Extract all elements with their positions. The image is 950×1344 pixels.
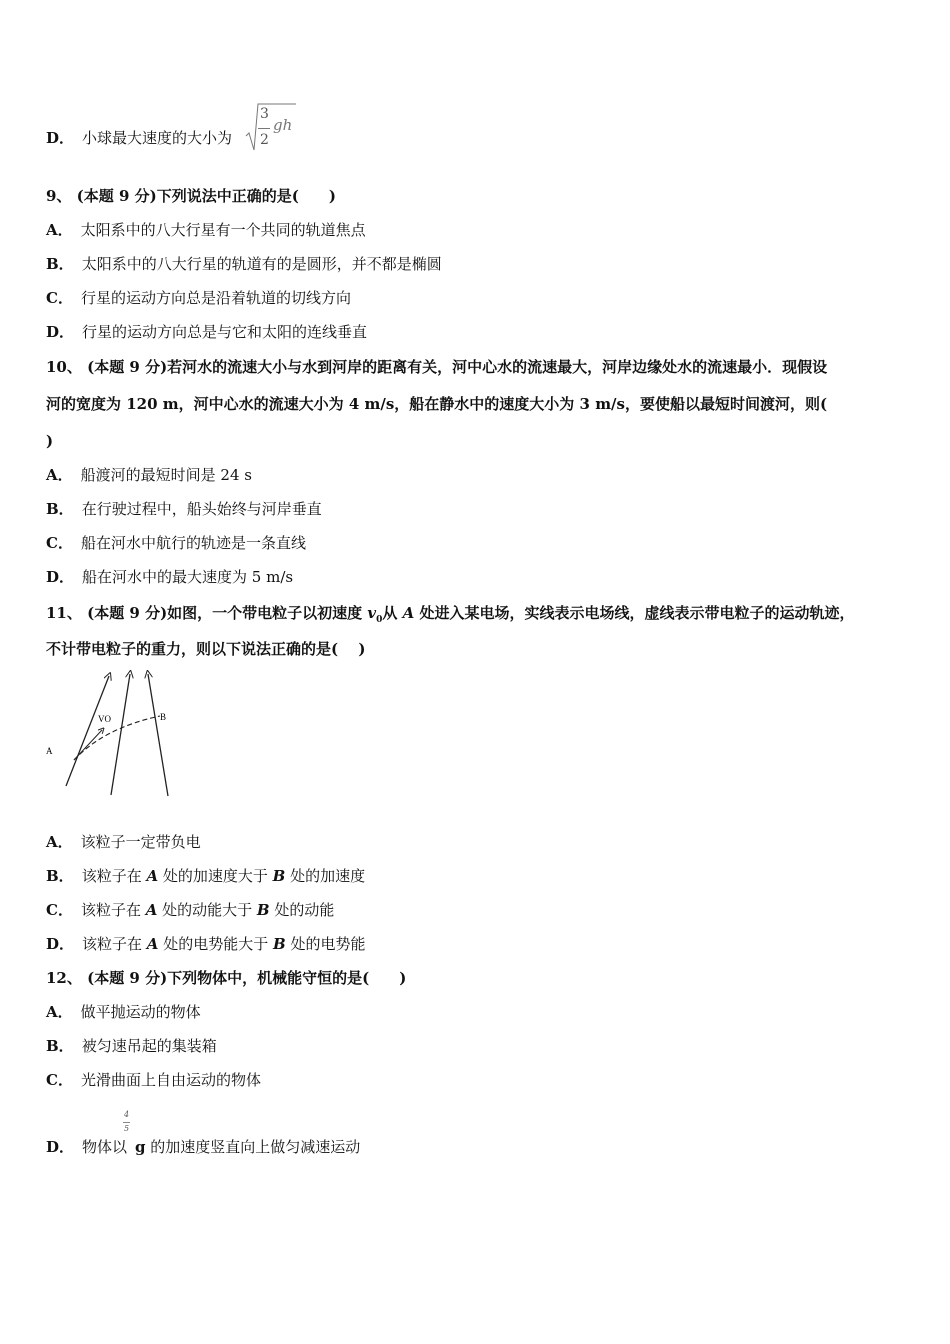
option-label: C． — [46, 1071, 73, 1089]
field-line-3 — [148, 674, 168, 796]
q12-option-a — [46, 1002, 201, 1022]
option-text-mid: 处的动能大于 — [157, 901, 257, 919]
option-label: C． — [46, 289, 73, 307]
point-a: A — [146, 935, 159, 953]
option-label: D． — [46, 129, 75, 147]
option-text: 行星的运动方向总是沿着轨道的切线方向 — [80, 289, 351, 307]
option-text: 船渡河的最短时间是 24 s — [80, 466, 252, 484]
formula-numerator: 3 — [260, 106, 269, 122]
q9-option-b — [46, 254, 442, 274]
sqrt-formula — [244, 100, 304, 156]
option-text: 小球最大速度的大小为 — [82, 129, 233, 147]
formula-variable: gh — [273, 116, 293, 134]
q11-option-d — [46, 934, 365, 954]
point-b: B — [272, 867, 286, 885]
point-a: A — [145, 901, 158, 919]
option-label: B． — [46, 500, 74, 518]
option-text-post: 处的电势能 — [285, 935, 366, 953]
label-b: B — [160, 712, 167, 722]
option-label: B． — [46, 1037, 74, 1055]
option-label: D． — [46, 1138, 75, 1156]
q12-stem: 12、 (本题 9 分)下列物体中，机械能守恒的是( ) — [46, 969, 407, 987]
q12-option-b — [46, 1036, 217, 1056]
prev-option-d — [46, 128, 232, 148]
q10-option-d — [46, 567, 293, 587]
q11-option-c — [46, 900, 334, 920]
option-text: 做平抛运动的物体 — [80, 1003, 201, 1021]
q11-option-a — [46, 832, 201, 852]
q11-option-b — [46, 866, 365, 886]
option-label: A． — [46, 1003, 73, 1021]
q9-option-d — [46, 322, 367, 342]
stem-subscript: 0 — [376, 615, 383, 625]
stem-rest: 处进入某电场，实线表示电场线，虚线表示带电粒子的运动轨迹， — [414, 604, 855, 622]
g-symbol: g — [135, 1138, 146, 1156]
point-a: A — [146, 867, 159, 885]
option-label: A． — [46, 221, 73, 239]
option-label: C． — [46, 901, 73, 919]
formula-denominator: 2 — [260, 132, 269, 148]
q12-option-d — [46, 1137, 360, 1157]
option-label: D． — [46, 568, 75, 586]
option-text-pre: 该粒子在 — [80, 901, 146, 919]
field-line-diagram — [44, 668, 184, 803]
q10-option-b — [46, 499, 322, 519]
option-text-pre: 该粒子在 — [81, 867, 147, 885]
fraction-bar — [123, 1122, 130, 1123]
option-label: A． — [46, 833, 73, 851]
stem-prefix: 11、 (本题 9 分)如图，一个带电粒子以初速度 — [46, 604, 368, 622]
fraction-bar — [258, 128, 270, 129]
field-diagram-svg — [44, 668, 184, 803]
option-text: 在行驶过程中，船头始终与河岸垂直 — [81, 500, 322, 518]
q10-option-a — [46, 465, 252, 485]
point-b: B — [256, 901, 270, 919]
q10-stem-line2: 河的宽度为 120 m，河中心水的流速大小为 4 m/s，船在静水中的速度大小为 3 m/s，要使船以最短时间渡河，则( — [46, 395, 828, 413]
option-text: 被匀速吊起的集装箱 — [81, 1037, 217, 1055]
option-label: B． — [46, 255, 74, 273]
option-text-pre: 该粒子在 — [82, 935, 147, 953]
q9-option-c — [46, 288, 351, 308]
option-text: 船在河水中的最大速度为 5 m/s — [82, 568, 294, 586]
option-text-mid: 处的加速度大于 — [158, 867, 273, 885]
field-line-1 — [66, 676, 109, 786]
q10-option-c — [46, 533, 306, 553]
option-text: 光滑曲面上自由运动的物体 — [80, 1071, 261, 1089]
stem-v: v — [367, 604, 377, 622]
velocity-arrow — [74, 730, 102, 760]
stem-point-a: A — [402, 604, 415, 622]
option-text-mid: 处的电势能大于 — [158, 935, 273, 953]
option-text: 太阳系中的八大行星的轨道有的是圆形，并不都是椭圆 — [81, 255, 442, 273]
option-label: A． — [46, 466, 73, 484]
q9-stem: 9、 (本题 9 分)下列说法中正确的是( ) — [46, 187, 336, 205]
option-text-pre: 物体以 — [82, 1138, 128, 1156]
q10-stem-line3: ) — [46, 432, 54, 450]
option-text: 行星的运动方向总是与它和太阳的连线垂直 — [82, 323, 368, 341]
option-label: B． — [46, 867, 74, 885]
option-text-post: 处的动能 — [269, 901, 335, 919]
label-v0: VO — [98, 714, 111, 724]
q9-option-a — [46, 220, 366, 240]
fraction-denominator: 5 — [124, 1124, 130, 1133]
option-label: D． — [46, 935, 75, 953]
q12-option-c — [46, 1070, 261, 1090]
option-text-post: 的加速度竖直向上做匀减速运动 — [145, 1138, 361, 1156]
q11-stem-line1 — [46, 603, 855, 630]
fraction-numerator: 4 — [124, 1110, 130, 1119]
option-text: 太阳系中的八大行星有一个共同的轨道焦点 — [80, 221, 366, 239]
option-label: D． — [46, 323, 75, 341]
field-line-2 — [111, 674, 130, 795]
label-a: A — [46, 746, 53, 756]
stem-mid: 从 — [382, 604, 403, 622]
q10-stem-line1: 10、 (本题 9 分)若河水的流速大小与水到河岸的距离有关，河中心水的流速最大，河岸边缘处水的流速最小．现假设 — [46, 358, 828, 376]
q11-stem-line2: 不计带电粒子的重力，则以下说法正确的是( ) — [46, 640, 366, 658]
option-text: 船在河水中航行的轨迹是一条直线 — [80, 534, 306, 552]
point-b: B — [272, 935, 286, 953]
option-label: C． — [46, 534, 73, 552]
option-text: 该粒子一定带负电 — [80, 833, 201, 851]
option-text-post: 处的加速度 — [285, 867, 366, 885]
